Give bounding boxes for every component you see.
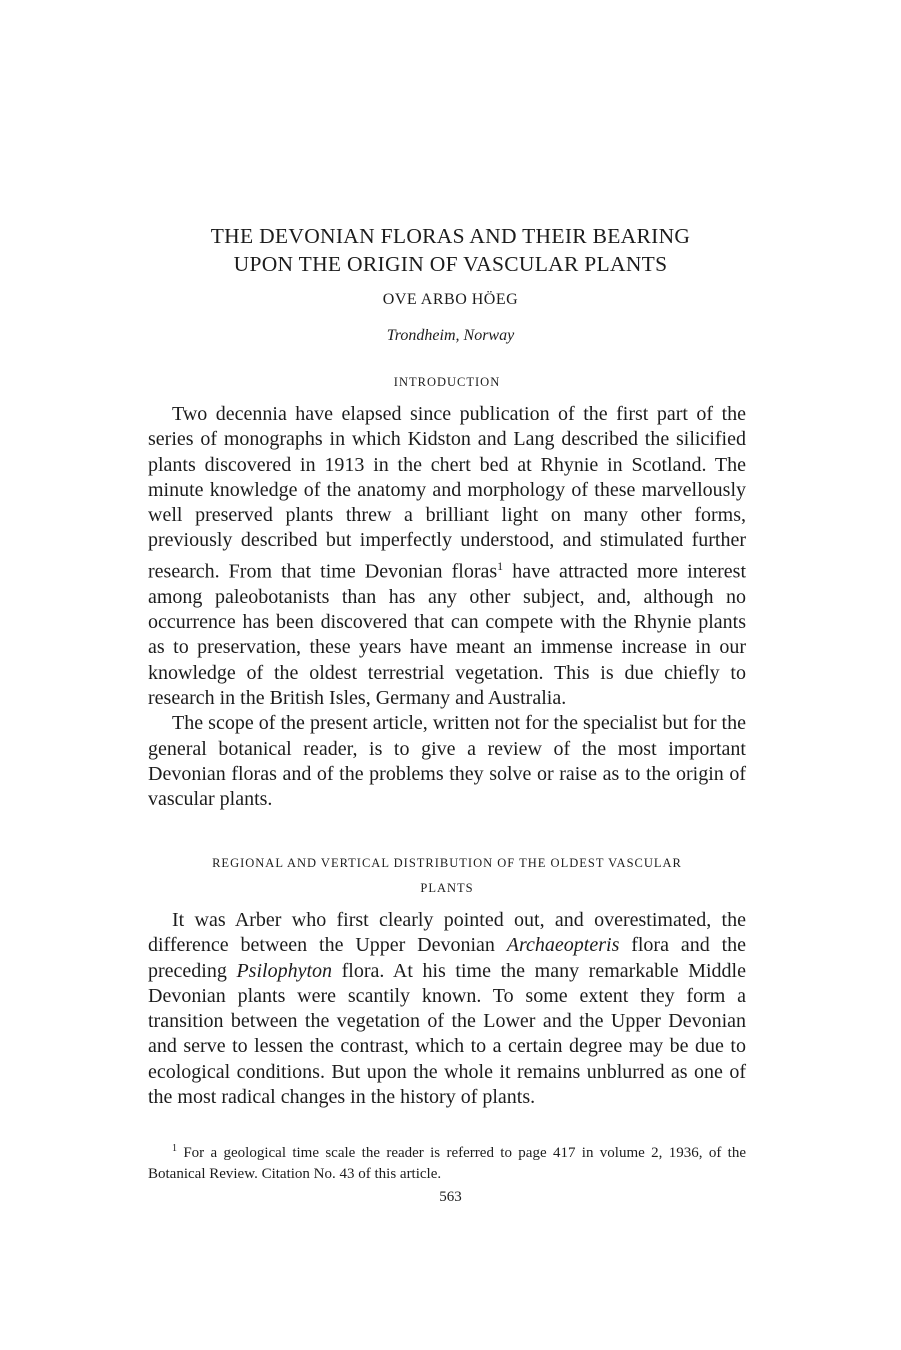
- section-heading-introduction: INTRODUCTION: [393, 375, 501, 389]
- paragraph-text: have attracted more interest among paleobotanists than has any other subject, and, although no occurrence has been discovered that can compete with the Rhynie plants as to preservation, these years have meant an immense increase in our knowledge of the oldest terrestrial vegetation. This is due chiefly to research in the British Isles, Germany and Australia.: [148, 560, 747, 709]
- author-affiliation: Trondheim, Norway: [386, 327, 515, 344]
- heading-line-2: PLANTS: [420, 881, 474, 895]
- introduction-body: [148, 402, 746, 812]
- paragraph: The scope of the present article, written not for the specialist but for the general botanical reader, is to give a review of the most important Devonian floras and of the problems they solve or raise as to the origin of vascular plants.: [148, 712, 746, 811]
- footnote-marker: 1: [497, 558, 504, 573]
- paragraph-text: It was Arber who first clearly pointed out, and overestimated, the difference between the Upper Devonian: [148, 909, 746, 957]
- distribution-body: [148, 908, 746, 1110]
- taxon-name: Archaeopteris: [506, 934, 620, 957]
- paragraph-text: Two decennia have elapsed since publication of the first part of the series of monographs in which Kidston and Lang described the silicified plants discovered in 1913 in the chert bed at Rhynie in Scotland. The minute knowledge of the anatomy and morphology of these marvellously well preserved plants threw a brilliant light on many other forms, previously described but imperfectly understood, and stimulated further research. From that time Devonian floras: [148, 403, 746, 583]
- article-title: [0, 222, 901, 278]
- footnote-number: 1: [172, 1143, 177, 1154]
- section-heading-distribution: [148, 851, 746, 901]
- title-line-2: UPON THE ORIGIN OF VASCULAR PLANTS: [233, 252, 668, 276]
- footnote-text: For a geological time scale the reader is referred to page 417 in volume 2, 1936, of the Botanical Review. Citation No. 43 of this article.: [148, 1145, 746, 1182]
- page-number: 563: [439, 1189, 462, 1205]
- paragraph: [148, 908, 746, 1110]
- paragraph: [148, 402, 746, 711]
- taxon-name: Psilophyton: [236, 959, 333, 982]
- heading-line-1: REGIONAL AND VERTICAL DISTRIBUTION OF THE OLDEST VASCULAR: [212, 856, 682, 870]
- paragraph-text: flora. At his time the many remarkable Middle Devonian plants were scantily known. To some extent they form a transition between the vegetation of the Lower and the Upper Devonian and serve to lessen the contrast, which to a certain degree may be due to ecological conditions. But upon the whole it remains unblurred as one of the most radical changes in the history of plants.: [148, 959, 746, 1109]
- title-line-1: THE DEVONIAN FLORAS AND THEIR BEARING: [210, 224, 691, 248]
- footnote: [148, 1138, 746, 1185]
- paragraph-text: flora and the preceding: [148, 934, 746, 982]
- author-name: OVE ARBO HÖEG: [382, 291, 519, 308]
